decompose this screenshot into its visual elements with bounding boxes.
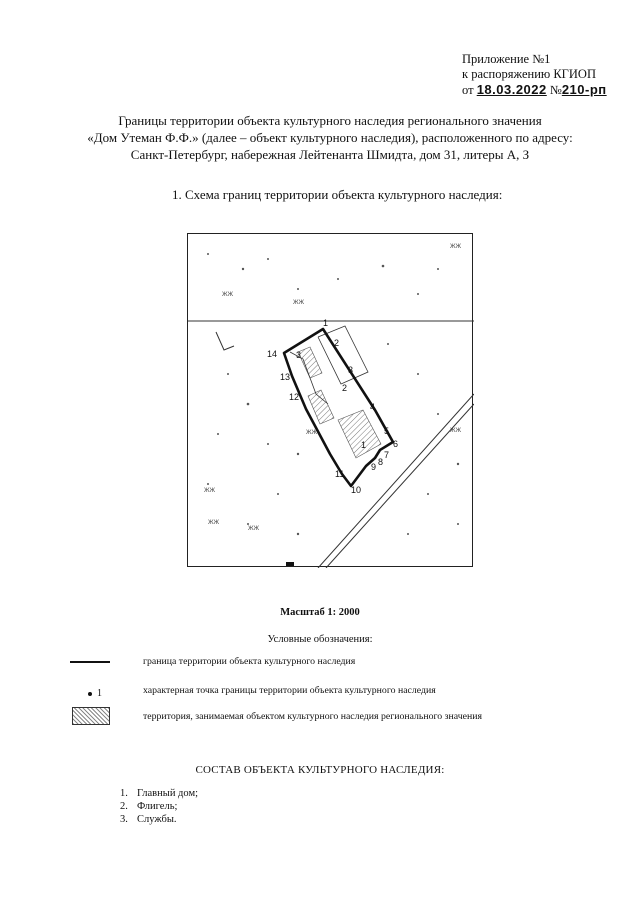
legend-point-text: характерная точка границы территории объекта культурного наследия: [143, 685, 436, 696]
heritage-building-1: [338, 410, 381, 458]
map-mark-5: ЖЖ: [204, 488, 216, 494]
map-mark-2: ЖЖ: [222, 292, 234, 298]
point-label-6: 6: [393, 439, 399, 449]
building-label-3: 3: [296, 350, 302, 360]
point-label-9: 9: [371, 462, 377, 472]
legend-boundary-text: граница территории объекта культурного наследия: [143, 656, 356, 667]
legend-boundary-line-icon: [70, 661, 110, 663]
point-label-2: 2: [334, 338, 340, 348]
point-label-11: 11: [335, 469, 345, 479]
heritage-building-3: [298, 347, 322, 378]
annex-number: 210-рп: [561, 82, 607, 97]
composition-list: [120, 787, 198, 826]
legend-hatch-text: территория, занимаемая объектом культурного наследия регионального значения: [143, 711, 482, 722]
map-mark-7: ЖЖ: [450, 428, 462, 434]
point-label-8: 8: [378, 457, 384, 467]
map-mark-1: ЖЖ: [450, 244, 462, 250]
map-mark-8: ЖЖ: [248, 526, 260, 532]
point-label-12: 12: [289, 392, 300, 402]
map-drawing: [188, 234, 474, 568]
title-line-3: Санкт-Петербург, набережная Лейтенанта Шмидта, дом 31, литеры А, З: [130, 147, 530, 162]
point-label-4: 4: [370, 402, 376, 412]
list-item: 2. Флигель;: [120, 801, 178, 812]
map-marker-square: [286, 562, 294, 566]
tree-marks: [207, 253, 459, 535]
list-item: 1. Главный дом;: [120, 788, 199, 799]
annex-order-ref: к распоряжению КГИОП: [462, 67, 596, 81]
legend-point-marker: 1: [97, 688, 102, 699]
map-mark-4: ЖЖ: [306, 430, 318, 436]
legend-point-icon: [88, 688, 102, 699]
composition-title: СОСТАВ ОБЪЕКТА КУЛЬТУРНОГО НАСЛЕДИЯ:: [195, 764, 445, 776]
point-label-3: 3: [348, 365, 354, 375]
map-scale: Масштаб 1: 2000: [280, 607, 360, 618]
legend-title: Условные обозначения:: [267, 634, 373, 645]
point-label-14: 14: [267, 349, 278, 359]
building-label-1: 1: [361, 440, 367, 450]
scheme-heading: 1. Схема границ территории объекта культурного наследия:: [172, 187, 503, 202]
corner-mark: [216, 332, 234, 350]
point-label-5: 5: [384, 426, 390, 436]
annex-number-prefix: №: [549, 83, 562, 97]
boundary-map: [187, 233, 473, 567]
point-label-1: 1: [323, 318, 329, 328]
building-label-2: 2: [342, 383, 348, 393]
point-label-7: 7: [384, 450, 390, 460]
point-label-10: 10: [351, 485, 362, 495]
annex-date-prefix: от: [462, 83, 474, 97]
map-mark-6: ЖЖ: [208, 520, 220, 526]
annex-date-number: [462, 82, 607, 98]
annex-header: [462, 52, 607, 98]
annex-date: 18.03.2022: [476, 82, 547, 97]
map-mark-3: ЖЖ: [293, 300, 305, 306]
document-title: [80, 112, 580, 163]
legend-hatch-icon: [72, 707, 110, 725]
list-item: 3. Службы.: [120, 814, 177, 825]
annex-title: Приложение №1: [462, 52, 551, 66]
title-line-1: Границы территории объекта культурного наследия регионального значения: [118, 113, 542, 128]
title-line-2: «Дом Утеман Ф.Ф.» (далее – объект культурного наследия), расположенного по адресу:: [87, 130, 573, 145]
point-label-13: 13: [280, 372, 291, 382]
